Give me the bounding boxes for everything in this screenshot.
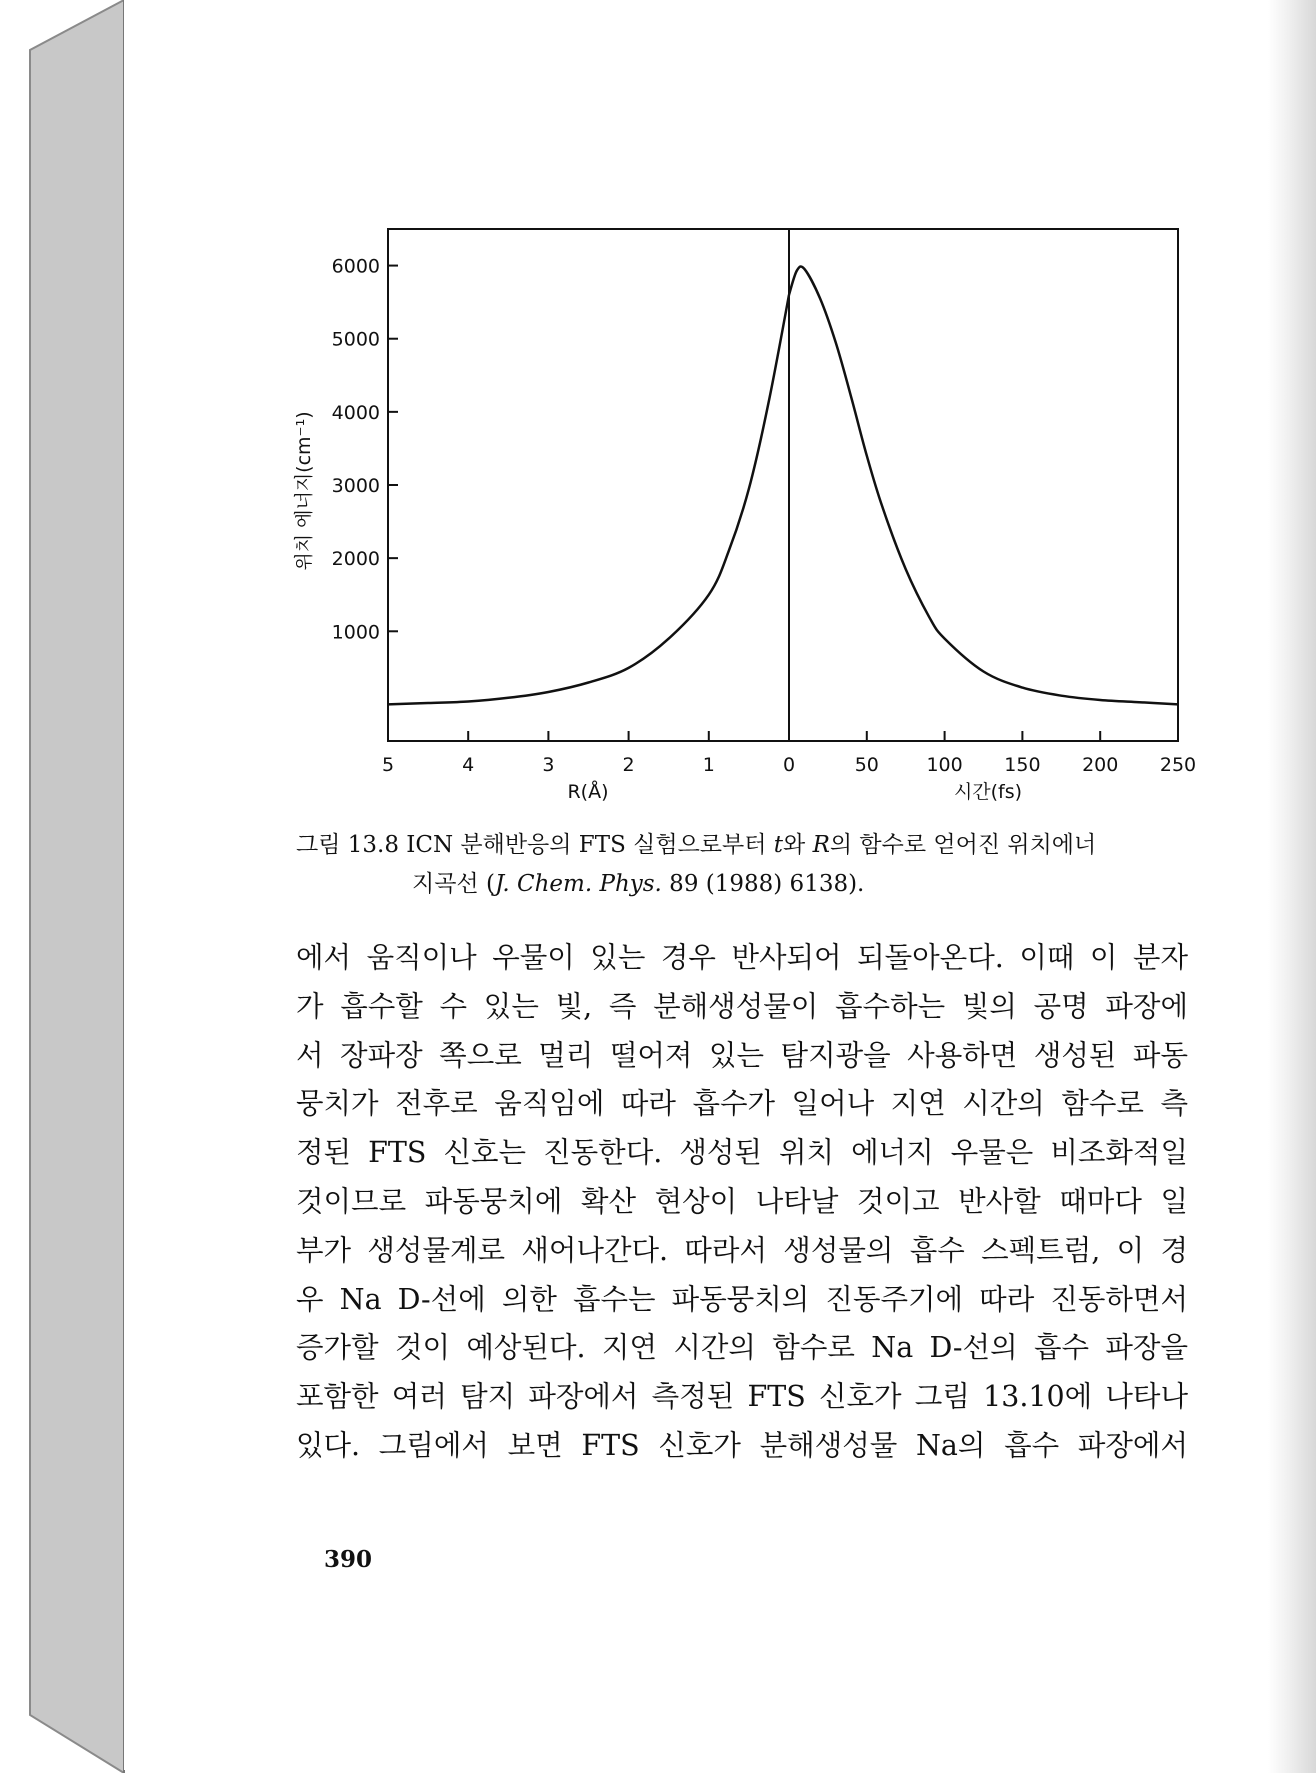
body-line: 부가 생성물계로 새어나간다. 따라서 생성물의 흡수 스펙트럼, 이 경 (296, 1233, 1188, 1267)
x-tick-label: 2 (622, 754, 635, 776)
y-axis-label: 위치 에너지(cm⁻¹) (293, 411, 315, 571)
caption-t-symbol: t (773, 832, 784, 858)
x-tick-label: 250 (1159, 754, 1197, 776)
page-edge-shadow (1268, 0, 1316, 1773)
x-axis-label-right: 시간(fs) (953, 781, 1023, 803)
caption-text: 그림 13.8 ICN 분해반응의 FTS 실험으로부터 (296, 832, 774, 858)
body-line: 포함한 여러 탐지 파장에서 측정된 FTS 신호가 그림 13.10에 나타나 (296, 1380, 1188, 1414)
body-line: 서 장파장 쪽으로 멀리 떨어져 있는 탐지광을 사용하면 생성된 파동 (296, 1038, 1188, 1072)
body-line: 우 Na D-선에 의한 흡수는 파동뭉치의 진동주기에 따라 진동하면서 (296, 1282, 1188, 1316)
x-tick-label: 150 (1004, 754, 1041, 776)
caption-text: 의 함수로 얻어진 위치에너 (829, 832, 1097, 858)
x-tick-label: 0 (782, 754, 796, 776)
y-tick-label: 2000 (331, 548, 380, 571)
caption-text: 지곡선 ( (412, 871, 495, 897)
x-tick-label: 4 (462, 754, 475, 776)
body-line: 정된 FTS 신호는 진동한다. 생성된 위치 에너지 우물은 비조화적일 (296, 1136, 1188, 1170)
caption-line-2 (296, 865, 1196, 904)
body-line: 뭉치가 전후로 움직임에 따라 흡수가 일어나 지연 시간의 함수로 측 (296, 1087, 1188, 1121)
x-tick-label: 200 (1082, 754, 1119, 776)
y-tick-label: 3000 (331, 475, 380, 497)
caption-journal: J. Chem. Phys. (494, 871, 662, 897)
potential-energy-chart (270, 215, 1200, 815)
body-line: 증가할 것이 예상된다. 지연 시간의 함수로 Na D-선의 흡수 파장을 (296, 1331, 1188, 1365)
body-line: 있다. 그림에서 보면 FTS 신호가 분해생성물 Na의 흡수 파장에서 (296, 1428, 1188, 1462)
figure-caption (296, 826, 1196, 904)
body-line: 가 흡수할 수 있는 빛, 즉 분해생성물이 흡수하는 빛의 공명 파장에 (296, 989, 1188, 1023)
body-line: 것이므로 파동뭉치에 확산 현상이 나타날 것이고 반사할 때마다 일 (296, 1184, 1188, 1218)
figure (270, 215, 1200, 815)
x-tick-label: 5 (381, 754, 395, 776)
x-tick-label: 3 (542, 754, 555, 776)
x-tick-label: 1 (702, 754, 715, 776)
x-axis-label-left: R(Å) (567, 781, 609, 803)
page-number: 390 (324, 1546, 373, 1573)
series-line-left (388, 295, 789, 705)
y-tick-label: 4000 (331, 401, 380, 424)
y-tick-label: 1000 (331, 621, 380, 644)
y-tick-label: 6000 (331, 255, 380, 278)
caption-text: 와 (783, 832, 813, 858)
caption-text: 89 (1988) 6138). (661, 871, 865, 897)
plot-frame (388, 229, 1178, 741)
x-tick-label: 100 (926, 754, 963, 776)
x-tick-label: 50 (854, 754, 879, 776)
body-line: 에서 움직이나 우물이 있는 경우 반사되어 되돌아온다. 이때 이 분자 (296, 941, 1188, 974)
y-tick-label: 5000 (331, 328, 380, 351)
series-line-right (789, 267, 1178, 705)
caption-r-symbol: R (812, 832, 830, 858)
body-paragraph (296, 934, 1188, 1471)
